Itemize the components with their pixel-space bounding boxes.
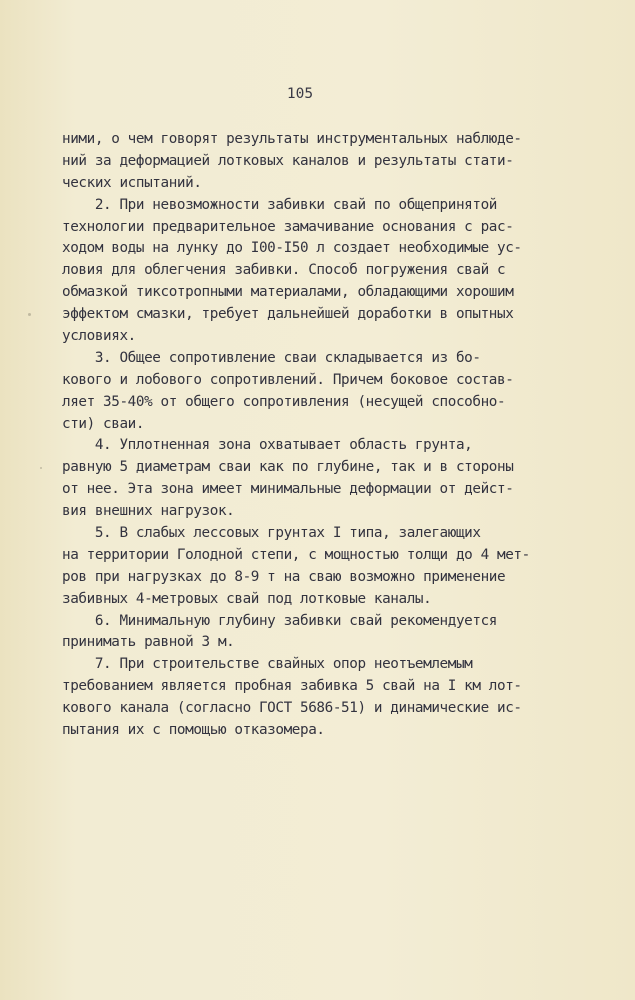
text-line: кового и лобового сопротивлений. Причем боковое состав- [62,371,514,388]
text-line: от нее. Эта зона имеет минимальные деформации от дейст- [62,481,514,498]
text-line: 7. При строительстве свайных опор неотъемлемым [62,656,473,673]
text-line: 4. Уплотненная зона охватывает область грунта, [62,437,473,454]
text-line: кового канала (согласно ГОСТ 5686-51) и динамические ис- [62,700,522,717]
paper-speck [349,262,351,264]
body-text [62,129,582,742]
paper-speck [28,313,31,316]
text-line: технологии предварительное замачивание основания с рас- [62,218,514,235]
text-line: на территории Голодной степи, с мощностью толщи до 4 мет- [62,546,530,563]
text-line: ческих испытаний. [62,174,202,191]
text-line: 3. Общее сопротивление сваи складывается из бо- [62,349,481,366]
text-line: забивных 4-метровых свай под лотковые каналы. [62,590,432,607]
text-line: требованием является пробная забивка 5 свай на I км лот- [62,678,522,695]
text-line: ляет 35-40% от общего сопротивления (несущей способно- [62,393,506,410]
paper-speck [40,467,42,469]
text-line: 5. В слабых лессовых грунтах I типа, залегающих [62,525,481,542]
text-line: обмазкой тиксотропными материалами, обладающими хорошим [62,284,514,301]
text-line: вия внешних нагрузок. [62,503,235,520]
text-line: принимать равной 3 м. [62,634,235,651]
text-line: 2. При невозможности забивки свай по общепринятой [62,196,497,213]
text-line: ходом воды на лунку до I00-I50 л создает необходимые ус- [62,240,522,257]
text-line: пытания их с помощью отказомера. [62,722,325,739]
text-line: ров при нагрузках до 8-9 т на сваю возможно применение [62,568,506,585]
text-line: условиях. [62,328,136,345]
text-line: равную 5 диаметрам сваи как по глубине, так и в стороны [62,459,514,476]
text-line: сти) сваи. [62,415,145,432]
page-number: 105 [286,86,314,102]
text-line: ними, о чем говорят результаты инструментальных наблюде- [62,131,522,147]
text-line: ловия для облегчения забивки. Способ погружения свай с [62,262,506,279]
text-line: эффектом смазки, требует дальнейшей доработки в опытных [62,306,514,323]
text-line: ний за деформацией лотковых каналов и результаты стати- [62,152,514,169]
text-line: 6. Минимальную глубину забивки свай рекомендуется [62,612,497,629]
